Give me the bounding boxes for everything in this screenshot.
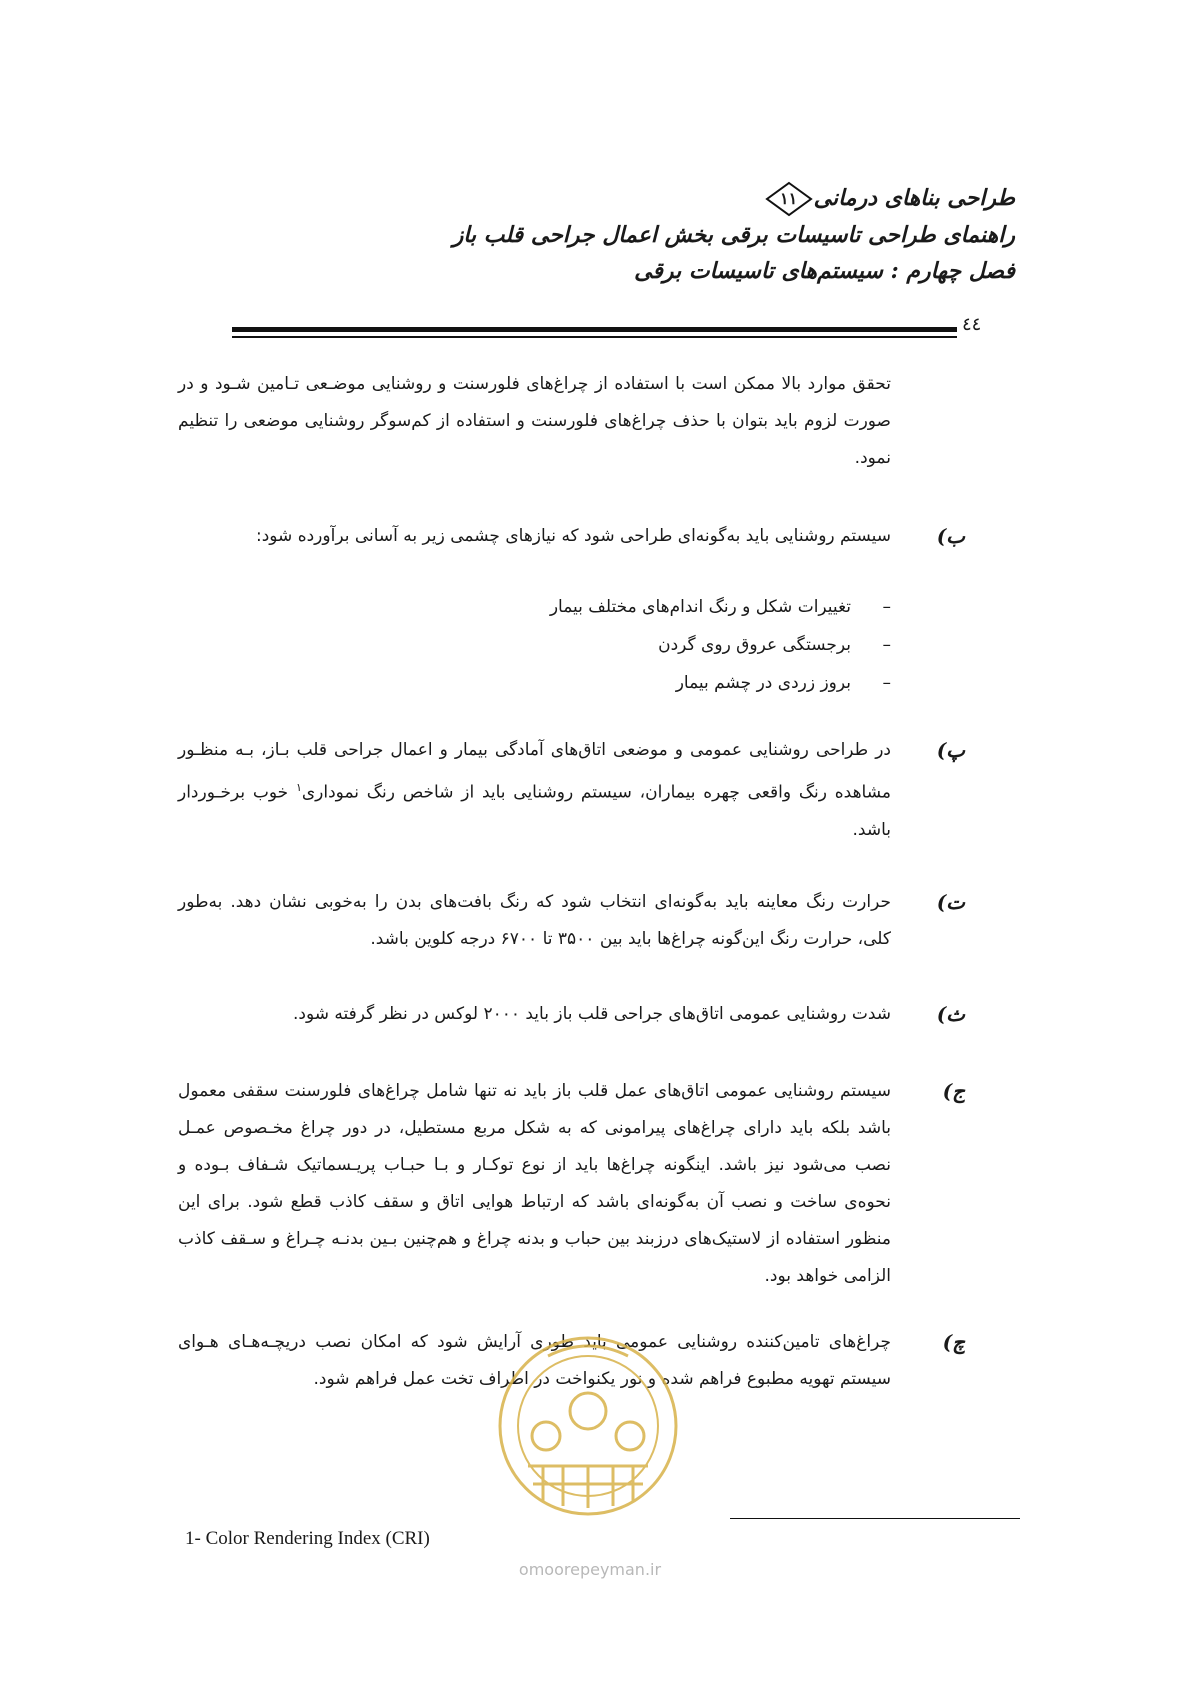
header-rule-thin xyxy=(232,336,957,338)
intro-paragraph: تحقق موارد بالا ممکن است با استفاده از چراغ‌های فلورسنت و روشنایی موضـعی تـامین شـود و در صورت لزوم باید بتوان با حذف چراغ‌های فلورسنت و استفاده از کم‌سوگر روشنایی موضعی را تنظیم نمود. xyxy=(178,374,891,468)
bullet-text: تغییرات شکل و رنگ اندام‌های مختلف بیمار xyxy=(549,597,851,617)
item-text-part: خوب برخـوردار باشد. xyxy=(178,782,891,840)
item-text xyxy=(178,732,891,849)
item-marker: ث) xyxy=(936,1002,965,1026)
item-marker: ج) xyxy=(942,1079,965,1103)
bullet-item xyxy=(471,626,891,664)
item-marker: ب) xyxy=(936,524,965,548)
footnote-rule xyxy=(730,1518,1020,1519)
dash-icon: – xyxy=(882,635,891,655)
item-marker: چ) xyxy=(942,1330,965,1354)
footnote: 1- Color Rendering Index (CRI) xyxy=(185,1528,430,1549)
item-text: چراغ‌های تامین‌کننده روشنایی عمومی باید طوری آرایش شود که امکان نصب دریچـه‌هـای هـوای سیستم تهویه مطبوع فراهم شده و نور یکنواخت در اطراف تخت عمل فراهم شود. xyxy=(178,1332,891,1389)
bullet-item xyxy=(471,588,891,626)
watermark-url: omoorepeyman.ir xyxy=(518,1560,662,1579)
item-marker: پ) xyxy=(936,738,965,762)
volume-number-badge xyxy=(764,181,814,217)
item-text: شدت روشنایی عمومی اتاق‌های جراحی قلب باز باید ۲۰۰۰ لوکس در نظر گرفته شود. xyxy=(293,1004,891,1024)
watermark-seal-icon xyxy=(488,1316,688,1556)
book-title: طراحی بناهای درمانی xyxy=(813,185,1015,211)
header-line-3: فصل چهارم : سیستم‌های تاسیسات برقی xyxy=(634,258,1015,284)
page-number: ٤٤ xyxy=(962,314,982,335)
bullet-list xyxy=(471,588,891,702)
header-line-1 xyxy=(175,180,1015,217)
bullet-item xyxy=(471,664,891,702)
dash-icon: – xyxy=(882,673,891,693)
item-text: سیستم روشنایی عمومی اتاق‌های عمل قلب باز باید نه تنها شامل چراغ‌های فلورسنت سقفی معمول باشد بلکه باید دارای چراغ‌های پیرامونی که به شکل مربع مستطیل، در دور چراغ مخـصوص عمـل نصب می‌شود نیز باشد. اینگونه چراغ‌ها باید از نوع توکـار و بـا حبـاب پریـسماتیک شـفاف بـوده و نحوه‌ی ساخت و نصب آن به‌گونه‌ای باشد که ارتباط هوایی اتاق و سقف کاذب قطع شود. برای این منظور استفاده از لاستیک‌های درزبند بین حباب و بدنه چراغ و هم‌چنین بـین بدنـه چـراغ و سـقف کاذب الزامی خواهد بود. xyxy=(178,1081,891,1286)
dash-icon: – xyxy=(882,597,891,617)
header-rule-thick xyxy=(232,327,957,332)
item-text-part: در طراحی روشنایی عمومی و موضعی اتاق‌های آمادگی بیمار و اعمال جراحی قلب بـاز، بـه منظـور مشاهده رنگ واقعی چهره بیماران، سیستم روشنایی باید از شاخص رنگ نموداری xyxy=(178,740,891,803)
header-line-2: راهنمای طراحی تاسیسات برقی بخش اعمال جراحی قلب باز xyxy=(452,222,1015,248)
volume-number: ۱۱ xyxy=(780,189,798,208)
item-marker: ت) xyxy=(936,890,965,914)
bullet-text: بروز زردی در چشم بیمار xyxy=(675,673,851,693)
item-text: حرارت رنگ معاینه باید به‌گونه‌ای انتخاب شود که رنگ بافت‌های بدن را به‌خوبی نشان دهد. به‌طور کلی، حرارت رنگ این‌گونه چراغ‌ها باید بین ۳۵۰۰ تا ۶۷۰۰ درجه کلوین باشد. xyxy=(178,892,891,949)
page-header xyxy=(175,180,1015,289)
footnote-ref: ۱ xyxy=(295,781,302,794)
bullet-text: برجستگی عروق روی گردن xyxy=(658,635,851,655)
item-text: سیستم روشنایی باید به‌گونه‌ای طراحی شود که نیازهای چشمی زیر به آسانی برآورده شود: xyxy=(255,526,891,546)
